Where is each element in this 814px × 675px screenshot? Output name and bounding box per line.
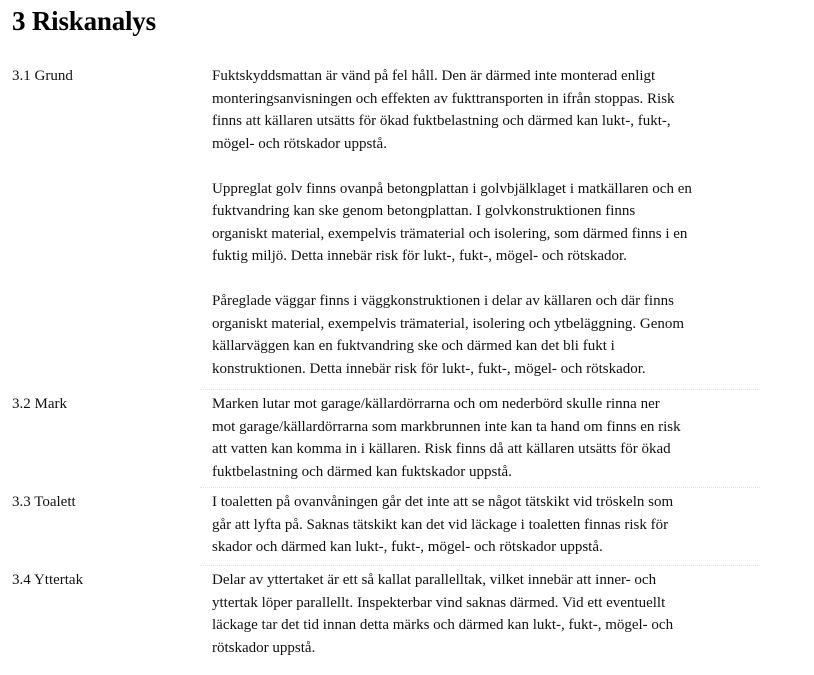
paragraph: Uppreglat golv finns ovanpå betongplattan i golvbjälklaget i matkällaren och en fuktvandring kan ske genom betongplattan. I golvkonstruktionen finns organiskt material, exempelvis trämaterial och isolering, som därmed finns i en fuktig miljö. Detta innebär risk för lukt-, fukt-, mögel- och rötskador.	[212, 180, 692, 264]
section-label: 3.1 Grund	[12, 68, 73, 84]
paragraph: Fuktskyddsmattan är vänd på fel håll. Den är därmed inte monterad enligt monteringsanvisningen och effekten av fukttransporten in ifrån stoppas. Risk finns att källaren utsätts för ökad fuktbelastning och därmed kan lukt-, fukt-, mögel- och rötskador uppstå.	[212, 68, 675, 152]
section-body	[212, 569, 772, 659]
page-heading: 3 Riskanalys	[12, 6, 156, 36]
paragraph: Påreglade väggar finns i väggkonstruktionen i delar av källaren och där finns organiskt material, exempelvis trämaterial, isolering och ytbeläggning. Genom källarväggen kan en fuktvandring ske och därmed kan det bli fukt i konstruktionen. Detta innebär risk för lukt-, fukt-, mögel- och rötskador.	[212, 293, 685, 377]
section-divider	[200, 565, 760, 566]
section-body	[212, 491, 772, 559]
section-label: 3.4 Yttertak	[12, 572, 84, 588]
section-label: 3.2 Mark	[12, 396, 67, 412]
paragraph: Delar av yttertaket är ett så kallat parallelltak, vilket innebär att inner- och yttertak löper parallellt. Inspekterbar vind saknas därmed. Vid ett eventuellt läckage tar det tid innan detta märks och därmed kan lukt-, fukt-, mögel- och rötskador uppstå.	[212, 572, 674, 656]
section-divider	[200, 389, 760, 390]
section-body	[212, 65, 772, 380]
section-body	[212, 393, 772, 483]
section-divider	[200, 487, 760, 488]
paragraph: Marken lutar mot garage/källardörrarna och om nederbörd skulle rinna ner mot garage/källardörrarna som markbrunnen inte kan ta hand om finns en risk att vatten kan komma in i källaren. Risk finns då att källaren utsätts för ökad fuktbelastning och därmed kan fuktskador uppstå.	[212, 396, 681, 480]
paragraph: I toaletten på ovanvåningen går det inte att se något tätskikt vid tröskeln som går att lyfta på. Saknas tätskikt kan det vid läckage i toaletten finnas risk för skador och därmed kan lukt-, fukt-, mögel- och rötskador uppstå.	[212, 494, 674, 555]
section-label: 3.3 Toalett	[12, 494, 76, 510]
